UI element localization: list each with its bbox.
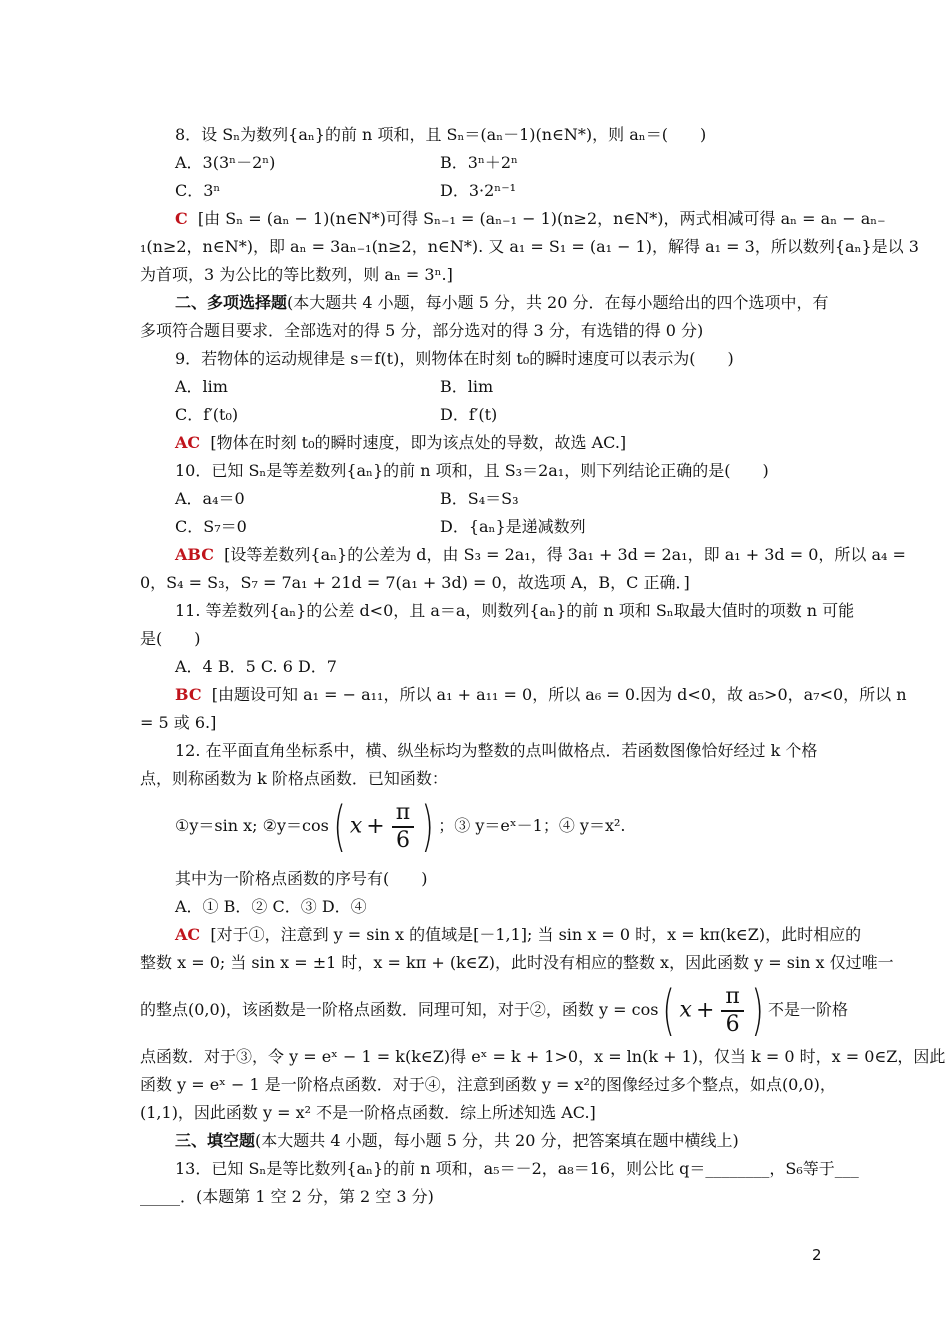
q8-option-a: A．3(3ⁿ－2ⁿ) — [175, 153, 276, 172]
q12-exp-x: x — [679, 997, 692, 1023]
q11-explanation-line-1 — [175, 684, 907, 706]
q12-f1: ①y＝sin x; ②y＝cos — [175, 816, 329, 835]
pi-over-6-fraction — [392, 800, 414, 854]
q11-exp-1: [由题设可知 a₁ = − a₁₁，所以 a₁ + a₁₁ = 0，所以 a₆ = 0.因为 d<0，故 a₅>0，a₇<0，所以 n — [211, 685, 907, 704]
section-3-desc: (本大题共 4 小题，每小题 5 分，共 20 分，把答案填在题中横线上) — [255, 1131, 739, 1150]
q12-answer: AC — [175, 925, 201, 944]
right-paren-icon: ) — [751, 978, 764, 1042]
q10-explanation-line-1 — [175, 544, 906, 566]
fraction-numerator: π — [721, 984, 743, 1012]
q12-exp-3 — [140, 980, 848, 1041]
q8-explanation-line-1 — [175, 208, 886, 230]
q10-exp-1: [设等差数列{aₙ}的公差为 d，由 S₃ = 2a₁，得 3a₁ + 3d = 2a₁，即 a₁ + 3d = 0，所以 a₄ = — [224, 545, 906, 564]
q8-answer: C — [175, 209, 188, 228]
q12-exp-2: 整数 x = 0; 当 sin x = ±1 时，x = kπ + (k∈Z)，此时没有相应的整数 x，因此函数 y = sin x 仅过唯一 — [140, 953, 894, 972]
q12-exp-5: 函数 y = eˣ − 1 是一阶格点函数．对于④，注意到函数 y = x²的图像经过多个整点，如点(0,0)， — [140, 1075, 836, 1094]
q11-answer: BC — [175, 685, 202, 704]
q8-option-b: B．3ⁿ＋2ⁿ — [440, 153, 518, 172]
page-number: 2 — [812, 1246, 822, 1264]
q12-stem-1: 12. 在平面直角坐标系中，横、纵坐标均为整数的点叫做格点．若函数图像恰好经过 k 个格 — [175, 741, 818, 760]
q12-exp-3a: 的整点(0,0)，该函数是一阶格点函数．同理可知，对于②，函数 y = cos — [140, 1000, 659, 1019]
q12-function-list — [175, 796, 626, 857]
q10-option-c: C．S₇＝0 — [175, 517, 247, 536]
q9-option-d: D．f′(t) — [440, 405, 498, 424]
q12-exp-plus: + — [695, 997, 715, 1023]
fraction-numerator: π — [392, 800, 414, 828]
q9-option-c: C．f′(t₀) — [175, 405, 239, 424]
fraction-denominator: 6 — [395, 827, 410, 853]
q13-stem-2: _____．(本题第 1 空 2 分，第 2 空 3 分) — [140, 1187, 434, 1206]
pi-over-6-fraction — [721, 984, 743, 1038]
q10-option-a: A．a₄＝0 — [175, 489, 245, 508]
q13-stem-1: 13．已知 Sₙ是等比数列{aₙ}的前 n 项和，a₅＝－2，a₈＝16，则公比 q＝________，S₆等于___ — [175, 1159, 859, 1178]
q11-stem-2: 是( ) — [140, 629, 201, 648]
section-2-heading — [175, 292, 829, 314]
q12-exp-6: (1,1)，因此函数 y = x² 不是一阶格点函数．综上所述知选 AC.] — [140, 1103, 596, 1122]
q11-exp-2: = 5 或 6.] — [140, 713, 217, 732]
left-paren-icon: ( — [333, 794, 346, 858]
q8-option-c: C．3ⁿ — [175, 181, 221, 200]
right-paren-icon: ) — [421, 794, 435, 858]
q9-answer: AC — [175, 433, 201, 452]
left-paren-icon: ( — [662, 978, 676, 1042]
q9-stem: 9．若物体的运动规律是 s＝f(t)，则物体在时刻 t₀的瞬时速度可以表示为( ) — [175, 349, 734, 368]
q8-exp-3: 为首项，3 为公比的等比数列，则 aₙ = 3ⁿ.] — [140, 265, 453, 284]
q11-options: A．4 B．5 C. 6 D．7 — [175, 657, 337, 676]
q8-exp-2: ₁(n≥2，n∈N*)，即 aₙ = 3aₙ₋₁(n≥2，n∈N*). 又 a₁ = S₁ = (a₁ − 1)，解得 a₁ = 3，所以数列{aₙ}是以 3 — [140, 237, 919, 256]
q9-option-a: A．lim — [175, 377, 228, 396]
section-3-heading — [175, 1130, 739, 1152]
q12-plus: + — [366, 813, 385, 839]
q12-ask: 其中为一阶格点函数的序号有( ) — [175, 869, 428, 888]
q12-x: x — [349, 813, 363, 839]
q10-option-d: D．{aₙ}是递减数列 — [440, 517, 586, 536]
q12-exp-3b: 不是一阶格 — [767, 1000, 848, 1019]
q11-stem-1: 11. 等差数列{aₙ}的公差 d<0，且 a＝a，则数列{aₙ}的前 n 项和 Sₙ取最大值时的项数 n 可能 — [175, 601, 855, 620]
q12-explanation-line-1 — [175, 924, 861, 946]
section-2-desc-2: 多项符合题目要求．全部选对的得 5 分，部分选对的得 3 分，有选错的得 0 分) — [140, 321, 704, 340]
q10-exp-2: 0，S₄ = S₃，S₇ = 7a₁ + 21d = 7(a₁ + 3d) = 0，故选项 A，B，C 正确．] — [140, 573, 690, 592]
q10-answer: ABC — [175, 545, 214, 564]
q12-exp-4: 点函数．对于③，令 y = eˣ − 1 = k(k∈Z)得 eˣ = k + 1>0，x = ln(k + 1)，仅当 k = 0 时，x = 0∈Z，因此 — [140, 1047, 946, 1066]
q12-exp-1: [对于①，注意到 y = sin x 的值域是[－1,1]; 当 sin x = 0 时，x = kπ(k∈Z)，此时相应的 — [210, 925, 862, 944]
fraction-denominator: 6 — [725, 1011, 740, 1037]
section-2-title: 二、多项选择题 — [175, 293, 288, 312]
q9-option-b: B．lim — [440, 377, 494, 396]
q12-options: A．① B．② C．③ D．④ — [175, 897, 367, 916]
q8-stem: 8．设 Sₙ为数列{aₙ}的前 n 项和，且 Sₙ＝(aₙ－1)(n∈N*)，则 aₙ＝( ) — [175, 125, 707, 144]
q12-stem-2: 点，则称函数为 k 阶格点函数．已知函数： — [140, 769, 448, 788]
q9-explanation — [175, 432, 626, 454]
q8-option-d: D．3·2ⁿ⁻¹ — [440, 181, 517, 200]
q12-f-rest: ；③ y＝eˣ－1；④ y＝x². — [438, 816, 626, 835]
q9-exp: [物体在时刻 t₀的瞬时速度，即为该点处的导数，故选 AC.] — [210, 433, 627, 452]
q10-option-b: B．S₄＝S₃ — [440, 489, 519, 508]
q8-exp-1: [由 Sₙ = (aₙ − 1)(n∈N*)可得 Sₙ₋₁ = (aₙ₋₁ − 1)(n≥2，n∈N*)，两式相减可得 aₙ = aₙ − aₙ₋ — [197, 209, 886, 228]
section-3-title: 三、填空题 — [175, 1131, 256, 1150]
q10-stem: 10．已知 Sₙ是等差数列{aₙ}的前 n 项和，且 S₃＝2a₁，则下列结论正确的是( ) — [175, 461, 769, 480]
section-2-desc-1: (本大题共 4 小题，每小题 5 分，共 20 分．在每小题给出的四个选项中，有 — [287, 293, 829, 312]
